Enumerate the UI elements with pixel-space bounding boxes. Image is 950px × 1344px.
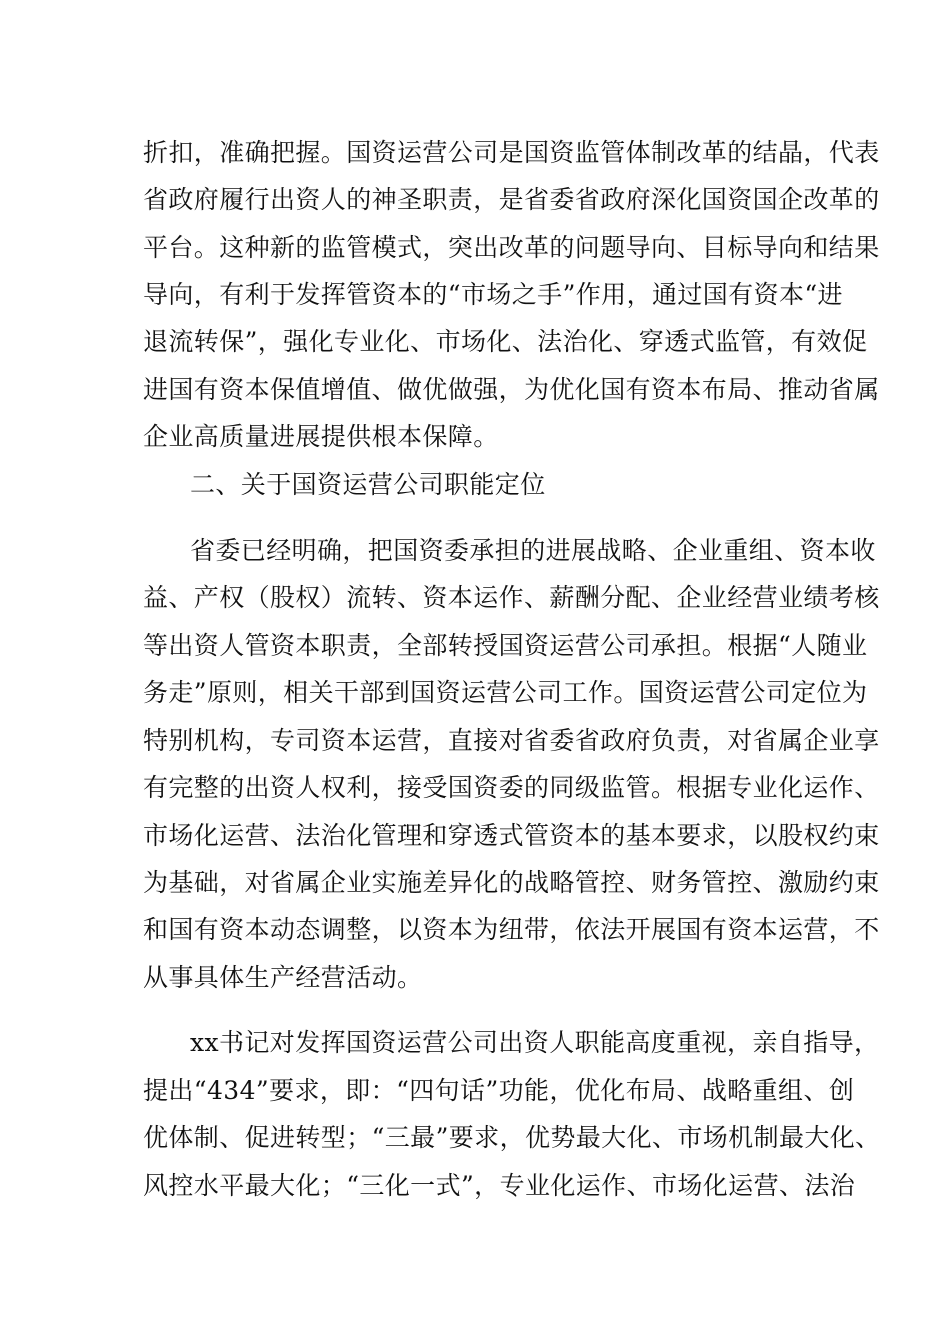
body-text-line: xx书记对发挥国资运营公司出资人职能高度重视，亲自指导，	[190, 1028, 880, 1057]
body-text-line: 折扣，准确把握。国资运营公司是国资监管体制改革的结晶，代表	[143, 138, 880, 167]
body-text-line: 有完整的出资人权利，接受国资委的同级监管。根据专业化运作、	[143, 773, 880, 802]
body-text-line: 特别机构，专司资本运营，直接对省委省政府负责，对省属企业享	[143, 726, 880, 755]
body-text-line: 省委已经明确，把国资委承担的进展战略、企业重组、资本收	[190, 536, 876, 565]
body-text-line: 益、产权（股权）流转、资本运作、薪酬分配、企业经营业绩考核	[143, 583, 880, 612]
body-text-line: 企业高质量进展提供根本保障。	[143, 422, 499, 451]
body-text-line: 平台。这种新的监管模式，突出改革的问题导向、目标导向和结果	[143, 233, 880, 262]
body-text-line: 导向，有利于发挥管资本的“市场之手”作用，通过国有资本“进	[143, 280, 843, 309]
body-text-line: 务走”原则，相关干部到国资运营公司工作。国资运营公司定位为	[143, 678, 868, 707]
body-text-line: 从事具体生产经营活动。	[143, 963, 423, 992]
body-text-line: 优体制、促进转型；“三最”要求，优势最大化、市场机制最大化、	[143, 1123, 881, 1152]
body-text-line: 进国有资本保值增值、做优做强，为优化国有资本布局、推动省属	[143, 375, 880, 404]
body-text-line: 省政府履行出资人的神圣职责，是省委省政府深化国资国企改革的	[143, 185, 880, 214]
body-text-line: 为基础，对省属企业实施差异化的战略管控、财务管控、激励约束	[143, 868, 880, 897]
section-heading: 二、关于国资运营公司职能定位	[190, 470, 546, 499]
body-text-line: 和国有资本动态调整，以资本为纽带，依法开展国有资本运营，不	[143, 915, 880, 944]
body-text-line: 退流转保”，强化专业化、市场化、法治化、穿透式监管，有效促	[143, 327, 868, 356]
body-text-line: 风控水平最大化；“三化一式”，专业化运作、市场化运营、法治	[143, 1171, 856, 1200]
body-text-line: 市场化运营、法治化管理和穿透式管资本的基本要求，以股权约束	[143, 821, 880, 850]
body-text-line: 提出“434”要求，即：“四句话”功能，优化布局、战略重组、创	[143, 1076, 855, 1105]
body-text-line: 等出资人管资本职责，全部转授国资运营公司承担。根据“人随业	[143, 631, 868, 660]
